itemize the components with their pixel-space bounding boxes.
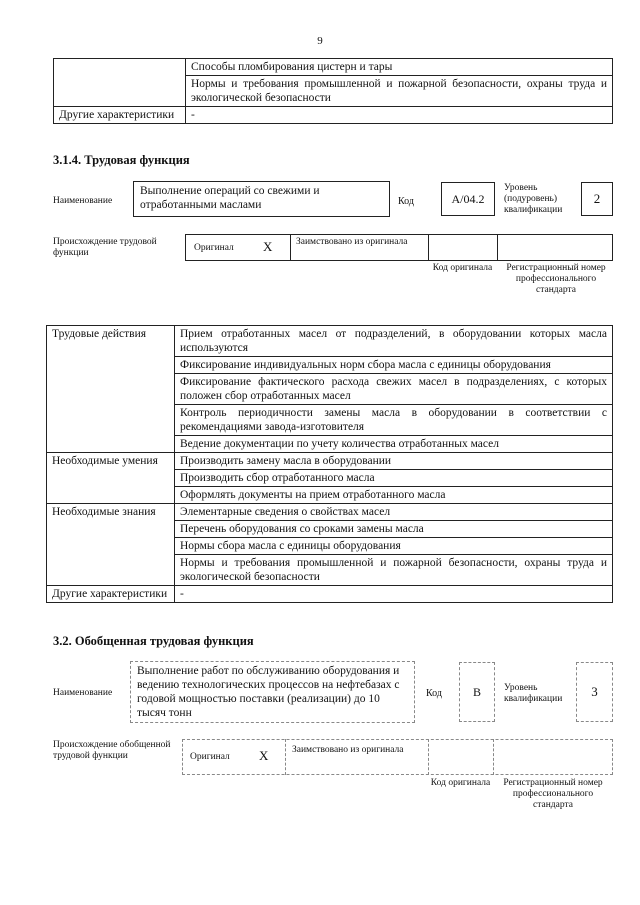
- group-label: Необходимые умения: [47, 453, 175, 504]
- top-table-label: Другие характеристики: [54, 107, 186, 124]
- level-label: Уровень квалификации: [504, 683, 563, 704]
- group-label: Необходимые знания: [47, 504, 175, 586]
- level-label: Уровень (подуровень) квалификации: [504, 183, 563, 215]
- top-table: [53, 58, 613, 124]
- name-label: Наименование: [53, 196, 113, 206]
- table-cell: -: [175, 586, 613, 603]
- code-value-box: B: [459, 662, 495, 722]
- origin-divider: [497, 234, 498, 261]
- code-label: Код: [398, 196, 414, 207]
- table-cell: Производить замену масла в оборудовании: [175, 453, 613, 470]
- level-value-box: 3: [576, 662, 613, 722]
- page-number: 9: [317, 35, 323, 47]
- top-table-cell: -: [186, 107, 613, 124]
- table-cell: Перечень оборудования со сроками замены масла: [175, 521, 613, 538]
- reg-number-caption: Регистрационный номер профессионального стандарта: [506, 263, 606, 295]
- borrowed-label: Заимствовано из оригинала: [292, 745, 404, 755]
- group-label: Другие характеристики: [47, 586, 175, 603]
- name-label: Наименование: [53, 688, 113, 698]
- generalized-function-name-box: Выполнение работ по обслуживанию оборудования и ведению технологических процессов на нефтебазах с годовой мощностью поставки (реализации) до 10 тысяч тонн: [130, 661, 415, 723]
- origin-divider: [493, 739, 494, 775]
- table-cell: Нормы сбора масла с единицы оборудования: [175, 538, 613, 555]
- top-table-cell: Способы пломбирования цистерн и тары: [186, 59, 613, 76]
- top-table-label-empty: [54, 59, 186, 107]
- section-heading: 3.1.4. Трудовая функция: [53, 153, 190, 167]
- borrowed-label: Заимствовано из оригинала: [296, 237, 408, 247]
- function-name-box: Выполнение операций со свежими и отработанными маслами: [133, 181, 390, 217]
- table-cell: Фиксирование фактического расхода свежих масел в подразделениях, с которых положен сбор отработанных масел: [175, 374, 613, 405]
- top-table-cell: Нормы и требования промышленной и пожарной безопасности, охраны труда и экологической безопасности: [186, 76, 613, 107]
- functions-table: [46, 325, 613, 603]
- section-heading: 3.2. Обобщенная трудовая функция: [53, 634, 254, 648]
- original-mark: X: [259, 748, 269, 763]
- origin-label: Происхождение трудовой функции: [53, 237, 157, 258]
- original-label: Оригинал: [190, 752, 230, 762]
- table-cell: Нормы и требования промышленной и пожарной безопасности, охраны труда и экологической безопасности: [175, 555, 613, 586]
- reg-number-caption: Регистрационный номер профессионального стандарта: [503, 778, 603, 810]
- code-original-caption: Код оригинала: [432, 263, 493, 273]
- code-label: Код: [426, 688, 442, 699]
- level-value-box: 2: [581, 182, 613, 216]
- origin-divider: [285, 739, 286, 775]
- table-cell: Фиксирование индивидуальных норм сбора масла с единицы оборудования: [175, 357, 613, 374]
- table-cell: Производить сбор отработанного масла: [175, 470, 613, 487]
- origin-divider: [428, 739, 429, 775]
- table-cell: Оформлять документы на прием отработанного масла: [175, 487, 613, 504]
- original-mark: X: [263, 239, 273, 254]
- original-label: Оригинал: [194, 243, 234, 253]
- origin-divider: [428, 234, 429, 261]
- code-value-box: А/04.2: [441, 182, 495, 216]
- code-original-caption: Код оригинала: [430, 778, 491, 788]
- origin-label: Происхождение обобщенной трудовой функции: [53, 740, 171, 761]
- origin-divider: [290, 234, 291, 261]
- group-label: Трудовые действия: [47, 326, 175, 453]
- table-cell: Элементарные сведения о свойствах масел: [175, 504, 613, 521]
- table-cell: Контроль периодичности замены масла в оборудовании в соответствии с рекомендациями завода-изготовителя: [175, 405, 613, 436]
- table-cell: Ведение документации по учету количества отработанных масел: [175, 436, 613, 453]
- table-cell: Прием отработанных масел от подразделений, в оборудовании которых масла используются: [175, 326, 613, 357]
